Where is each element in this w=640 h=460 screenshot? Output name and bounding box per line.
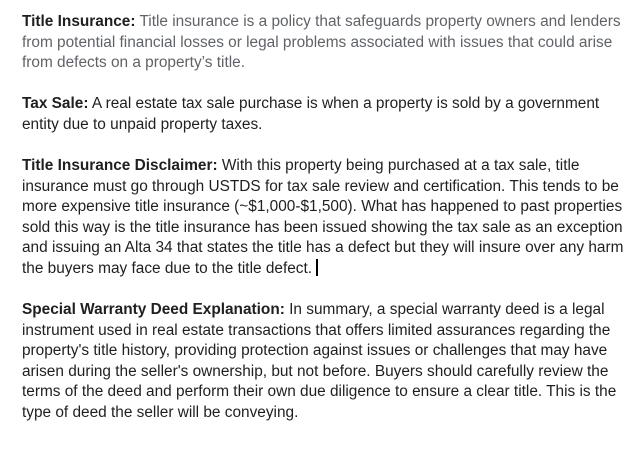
definition-special-warranty-deed: In summary, a special warranty deed is a legal instrument used in real estate transactions that offers limited assurances regarding the property's title history, providing protection against issues or challenges that may have arisen during the seller's ownership, but not before. Buyers should carefully review the terms of the deed and perform their own due diligence to ensure a clear title. This is the type of deed the seller will be conveying.: [22, 301, 617, 421]
paragraph-title-insurance-disclaimer: [22, 156, 634, 280]
text-cursor: [316, 259, 318, 276]
term-title-insurance: Title Insurance:: [22, 13, 136, 30]
definition-title-insurance-disclaimer: With this property being purchased at a tax sale, title insurance must go through USTDS for tax sale review and certification. This tends to be more expensive title insurance (~$1,000-$1,500). What has happened to past properties sold this way is the title insurance has been issued showing the tax sale as an exception and issuing an Alta 34 that states the title has a defect but they will insure over any harm the buyers may face due to the title defect.: [22, 156, 624, 277]
definition-title-insurance: Title insurance is a policy that safeguards property owners and lenders from potential financial losses or legal problems associated with issues that could arise from defects on a property’s title.: [22, 13, 621, 72]
term-title-insurance-disclaimer: Title Insurance Disclaimer:: [22, 156, 218, 174]
definition-tax-sale: A real estate tax sale purchase is when a property is sold by a government entity due to unpaid property taxes.: [22, 95, 600, 133]
document-body[interactable]: [22, 12, 634, 444]
term-tax-sale: Tax Sale:: [22, 95, 89, 113]
paragraph-special-warranty-deed: [22, 300, 634, 424]
paragraph-tax-sale: [22, 94, 634, 135]
term-special-warranty-deed: Special Warranty Deed Explanation:: [22, 301, 285, 319]
paragraph-title-insurance: [22, 12, 634, 74]
